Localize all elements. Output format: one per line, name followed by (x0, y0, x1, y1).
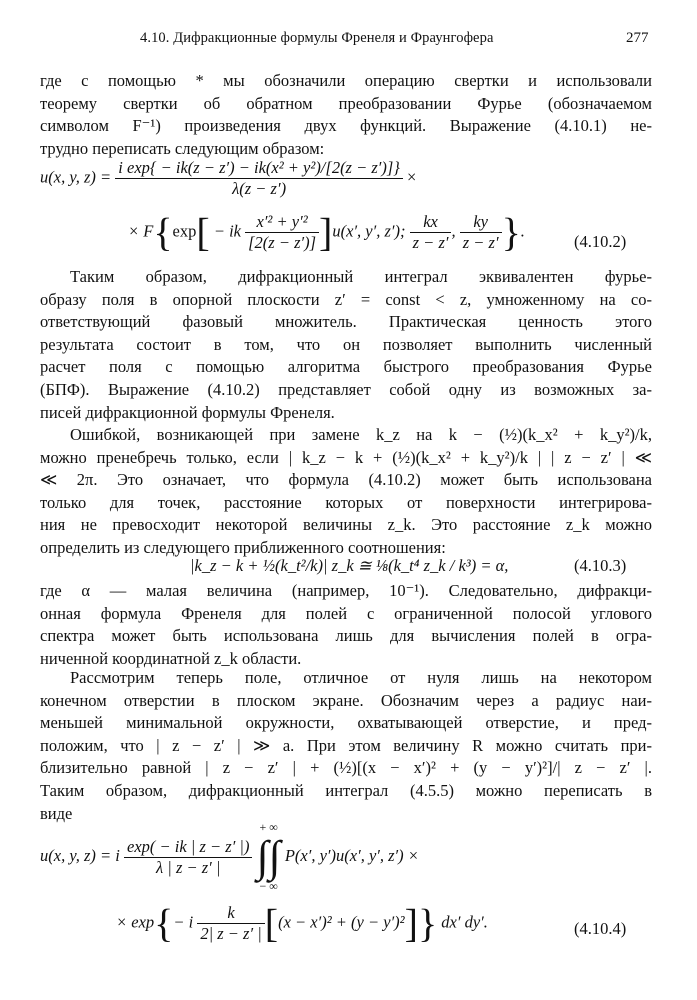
text-line: конечном отверстии в плоском экране. Обозначим через a радиус наи- (40, 690, 652, 710)
left-brace: { (154, 900, 174, 946)
eq-fraction (124, 837, 252, 878)
text-line: близительно равной | z − z′ | + (½)[(x − x′)² + (y − y′)²]/| z − z′ |. (40, 758, 652, 778)
text-line: где с помощью * мы обозначили операцию свертки и использовали (40, 71, 652, 90)
text-line: Таким образом, дифракционный интеграл (4.5.5) можно переписать в (40, 780, 652, 800)
text-line: определить из следующего приближенного соотношения: (40, 537, 446, 557)
paragraph-5 (40, 667, 652, 825)
eq-denominator: λ(z − z′) (232, 179, 287, 198)
eq-numerator: exp( − ik | z − z′ |) (124, 837, 252, 858)
eq-lhs: u(x, y, z) = i (40, 845, 120, 865)
eq-phase-den: 2| z − z′ | (200, 924, 262, 943)
paragraph-3 (40, 424, 652, 560)
right-bracket: ] (319, 209, 333, 255)
eq-exp: exp (172, 221, 197, 241)
text-line: ния не превосходит некоторой величины z_k. Это расстояние z_k можно (40, 515, 652, 535)
text-line: онная формула Френеля для полей с ограниченной полосой углового (40, 603, 652, 623)
equation-4-10-3: |k_z − k + ½(k_t²/k)| z_k ≅ ⅛(k_t⁴ z_k / k³) = α, (190, 556, 509, 575)
upper-limit: + ∞ (259, 820, 278, 834)
eq-integrand: P(x′, y′)u(x′, y′, z′) × (284, 845, 419, 865)
eq-times: × (407, 167, 417, 187)
double-integral (257, 820, 281, 894)
text-line: положим, что | z − z′ | ≫ a. При этом величину R можно считать при- (40, 735, 652, 755)
text-line: Ошибкой, возникающей при замене k_z на k − (½)(k_x² + k_y²)/k, (70, 425, 652, 444)
text-line: писей дифракционной формулы Френеля. (40, 402, 335, 422)
text-line: спектра может быть использована лишь для вычисления полей в огра- (40, 626, 652, 646)
right-brace: } (501, 209, 521, 255)
eq-phase-num: k (197, 903, 264, 924)
eq-prefix: × exp (116, 912, 155, 932)
text-line: меньшей минимальной окружности, охватывающей отверстие, и пред- (40, 713, 652, 733)
text-line: (БПФ). Выражение (4.10.2) представляет собой одну из возможных за- (40, 379, 652, 399)
integral-sign: ∫∫ (256, 832, 281, 881)
paragraph-2 (40, 266, 652, 424)
running-header: 4.10. Дифракционные формулы Френеля и Фраунгофера (140, 30, 494, 46)
left-brace: { (153, 209, 173, 255)
text-line: только для точек, расстояние которых от поверхности интегрирова- (40, 492, 652, 512)
equation-4-10-2-line-2: × F{exp[ − ik $\frac{\text{x′² + y′²}}{[2(z - z')]}$ ]u(x′, y′, z′); $\frac{kx}{z - z'}$ , $\frac{ky}{z - z'}$ }. (128, 209, 525, 255)
eq-kx-num: kx (410, 212, 452, 233)
eq-differentials: dx′ dy′. (441, 912, 488, 932)
text-line: Таким образом, дифракционный интеграл эквивалентен фурье- (70, 267, 652, 286)
equation-label: (4.10.4) (574, 919, 627, 938)
text-line: ≪ 2π. Это означает, что формула (4.10.2) может быть использована (40, 470, 652, 490)
eq-phase-num: x′² + y′² (245, 212, 319, 233)
eq-fraction (115, 158, 403, 199)
text-line: образу поля в опорной плоскости z′ = const < z, умноженному на со- (40, 289, 652, 309)
equation-4-10-2-line-1 (40, 158, 416, 199)
right-brace: } (417, 900, 438, 946)
eq-u-args: u(x′, y′, z′); (332, 221, 406, 241)
eq-ky-num: ky (460, 212, 502, 233)
eq-ky-fraction (460, 212, 502, 253)
right-bracket: ] (404, 900, 418, 946)
equation-4-10-4-line-1 (40, 820, 419, 894)
page-number: 277 (626, 30, 649, 46)
eq-phase-fraction (245, 212, 319, 253)
lower-limit: − ∞ (259, 879, 278, 893)
text-line: Рассмотрим теперь поле, отличное от нуля лишь на некотором (70, 668, 652, 687)
text-line: ниченной координатной z_k области. (40, 648, 302, 668)
eq-prefix: × F (128, 221, 154, 241)
eq-numerator: i exp{ − ik(z − z′) − ik(x² + y²)/[2(z − z′)]} (115, 158, 403, 179)
left-bracket: [ (196, 209, 210, 255)
text-line: виде (40, 803, 73, 823)
paragraph-4 (40, 580, 652, 670)
left-bracket: [ (264, 900, 279, 946)
text-line: символом F⁻¹) произведения двух функций. Выражение (4.10.1) не- (40, 116, 652, 136)
text-line: расчет поля с помощью алгоритма быстрого преобразования Фурье (40, 357, 652, 377)
equation-label: (4.10.3) (574, 556, 627, 575)
text-line: где α — малая величина (например, 10⁻¹). Следовательно, дифракци- (40, 581, 652, 600)
eq-ky-den: z − z′ (462, 233, 499, 252)
eq-phase-fraction (197, 903, 264, 944)
text-line: можно пренебречь только, если | k_z − k + (½)(k_x² + k_y²)/k | | z − z′ | ≪ (40, 447, 652, 467)
eq-kx-den: z − z′ (412, 233, 449, 252)
eq-phase-den: [2(z − z′)] (248, 233, 317, 252)
eq-phase-prefix: − i (173, 912, 194, 932)
text-line: ответствующий фазовый множитель. Практическая ценность этого (40, 312, 652, 332)
eq-lhs: u(x, y, z) = (40, 167, 112, 187)
equation-4-10-4-line-2 (116, 900, 488, 946)
eq-denominator: λ | z − z′ | (156, 857, 221, 877)
text-line: результата состоит в том, что он позволяет выполнить численный (40, 334, 652, 354)
eq-kx-fraction (410, 212, 452, 253)
text-line: теорему свертки об обратном преобразовании Фурье (обозначаемом (40, 93, 652, 113)
eq-bracket-content: (x − x′)² + (y − y′)² (278, 912, 405, 932)
equation-label: (4.10.2) (574, 232, 627, 251)
eq-phase-prefix: − ik (213, 221, 241, 241)
paragraph-1 (40, 70, 652, 160)
text-line: трудно переписать следующим образом: (40, 138, 325, 158)
